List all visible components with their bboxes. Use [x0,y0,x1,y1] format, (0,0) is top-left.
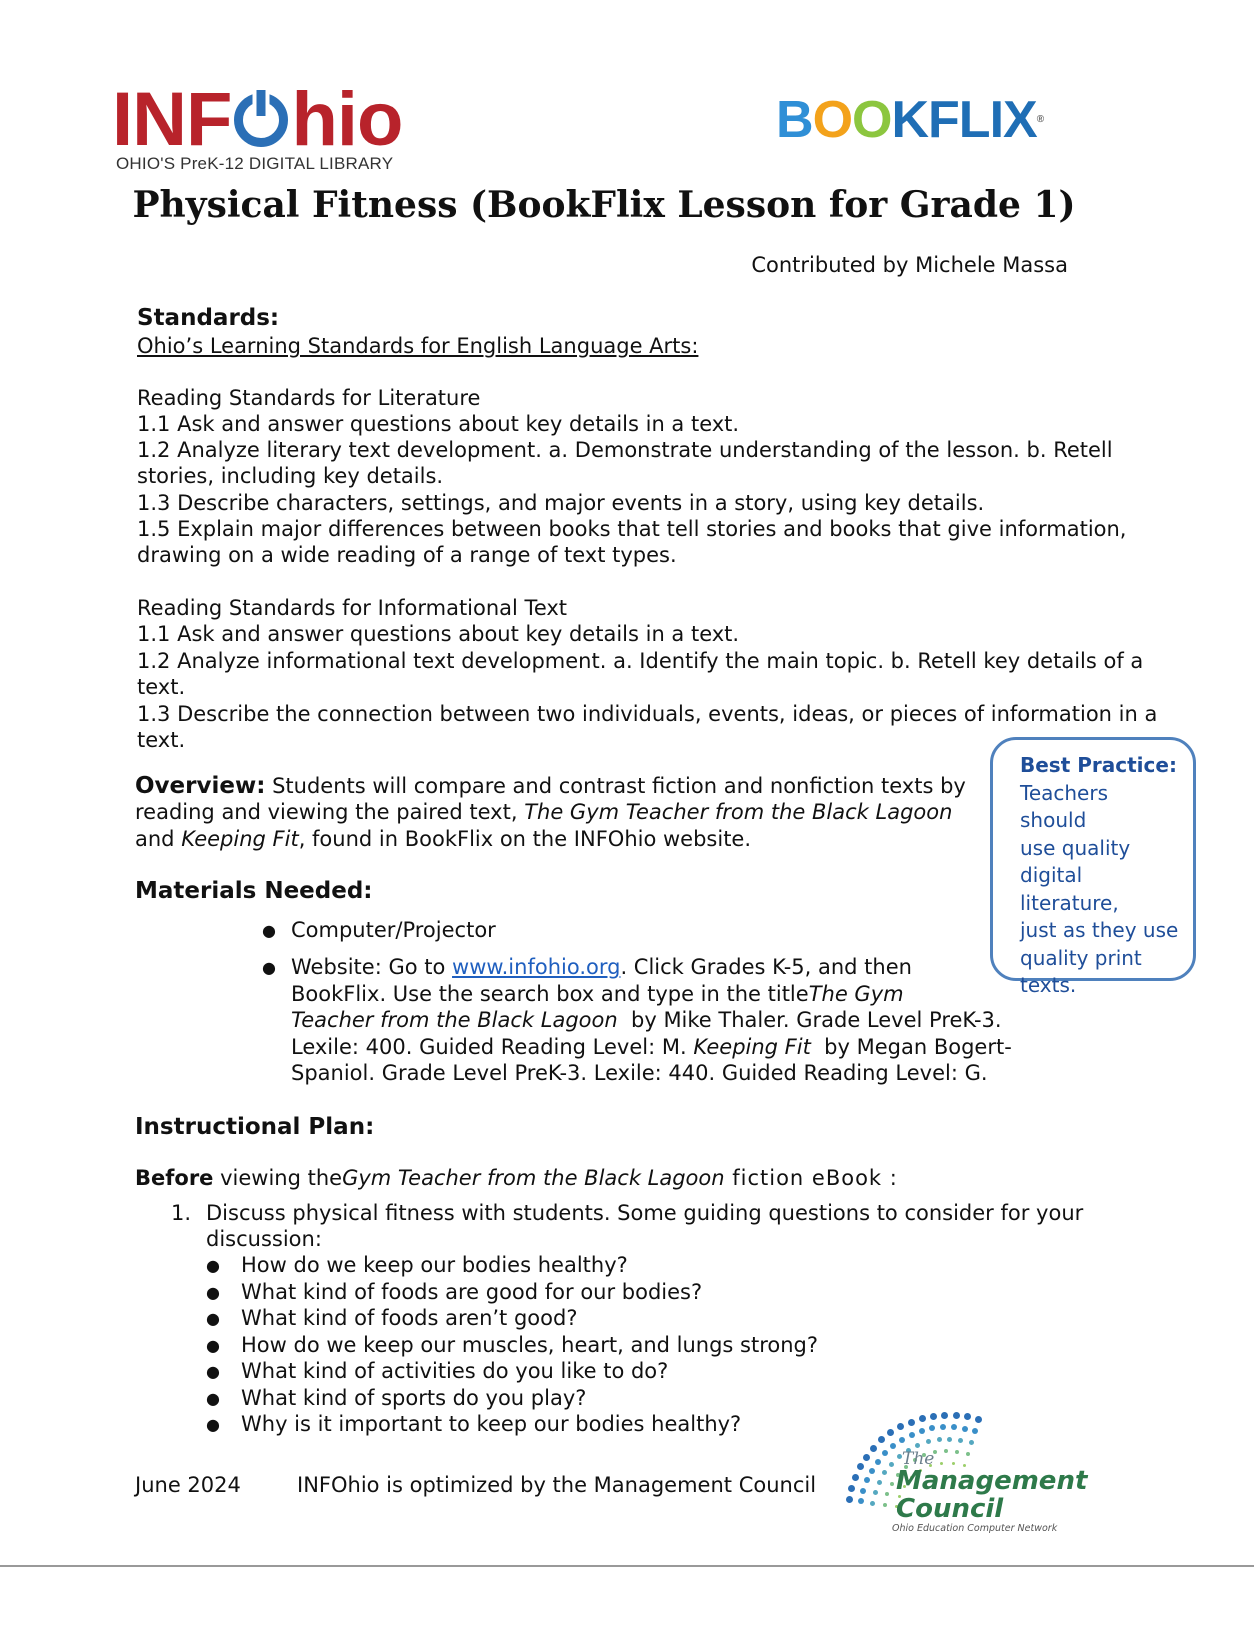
logo-dot [929,1425,935,1431]
logo-dot [848,1485,855,1492]
infohio-logo [112,77,412,173]
mc-name [896,1467,1087,1523]
bookflix-letter: O [812,91,853,149]
logo-dot [846,1496,853,1503]
bookflix-letter: O [852,91,892,149]
mc-name-line: Council [896,1494,1004,1524]
bullet-icon: ● [206,1362,220,1381]
logo-dot [966,1452,970,1456]
logo-dot [883,1503,887,1507]
bullet-icon: ● [206,1309,220,1328]
bullet-icon: ● [206,1389,220,1408]
contributor: Contributed by Michele Massa [751,253,1068,277]
step-text: discussion: [206,1227,322,1251]
question-item: What kind of foods aren’t good? [241,1306,578,1330]
book-title: Gym Teacher from the Black Lagoon [342,1166,725,1190]
standard-line: 1.5 Explain major differences between books that tell stories and books that give information, [137,517,1127,541]
step-text: Discuss physical fitness with students. Some guiding questions to consider for your [206,1201,1084,1225]
infohio-logo-right: hio [291,77,403,162]
logo-dot [952,1462,955,1465]
bullet-icon: ● [206,1283,220,1302]
informational-title: Reading Standards for Informational Text [137,596,568,620]
logo-dot [870,1445,877,1452]
overview-line [135,772,966,800]
logo-dot [869,1468,875,1474]
standard-line: 1.2 Analyze literary text development. a. Demonstrate understanding of the lesson. b. Retell [137,438,1113,462]
standard-line: text. [137,675,186,699]
logo-dot [962,1426,968,1432]
logo-dot [909,1432,915,1438]
literature-title: Reading Standards for Literature [137,386,481,410]
overview-text: Students will compare and contrast fiction and nonfiction texts by [265,774,966,798]
book-title: Keeping Fit [181,827,299,851]
bullet-icon: ● [262,921,276,940]
overview-line [135,799,952,826]
logo-dot [947,1437,952,1442]
book-title: The Gym Teacher from the Black Lagoon [524,800,953,824]
overview-text: reading and viewing the paired text, [135,800,525,824]
logo-dot [882,1450,888,1456]
bullet-icon: ● [206,1336,220,1355]
logo-dot [899,1437,905,1443]
footer-date: June 2024 [135,1473,241,1497]
best-practice-callout [990,737,1196,997]
overview-text: , found in BookFlix on the INFOhio website. [298,827,752,851]
materials-line [291,981,904,1008]
materials-text: . Click Grades K-5, and then [620,955,912,979]
bookflix-logo [776,92,1043,148]
logo-dot [919,1428,925,1434]
logo-dot [926,1439,931,1444]
materials-heading: Materials Needed: [135,878,373,904]
infohio-link[interactable]: www.infohio.org [452,955,621,979]
logo-dot [958,1438,963,1443]
logo-dot [852,1474,859,1481]
logo-dot [864,1477,870,1483]
logo-dot [889,1462,894,1467]
logo-dot [941,1412,948,1419]
logo-dot [875,1459,881,1465]
bookflix-letter: I [989,91,1004,149]
logo-dot [930,1413,937,1420]
materials-text: Website: Go to [291,955,453,979]
logo-dot [975,1416,982,1423]
logo-dot [897,1423,904,1430]
materials-text: by Megan Bogert- [810,1035,1012,1059]
before-line [135,1165,898,1192]
overview-text: and [135,827,182,851]
question-item: How do we keep our bodies healthy? [241,1253,628,1277]
book-title: The Gym [808,982,904,1006]
materials-line [291,1034,1012,1061]
callout-line: digital literature, [1020,863,1119,915]
logo-dot [969,1440,974,1445]
management-council-logo [838,1405,1088,1545]
logo-dot [940,1424,946,1430]
logo-dot [873,1490,878,1495]
materials-text: by Mike Thaler. Grade Level PreK-3. [617,1008,1002,1032]
book-title: Teacher from the Black Lagoon [291,1008,618,1032]
standard-line: 1.1 Ask and answer questions about key details in a text. [137,622,740,646]
logo-dot [858,1498,864,1504]
logo-dot [890,1443,896,1449]
logo-dot [944,1449,948,1453]
logo-dot [890,1482,894,1486]
logo-dot [857,1463,864,1470]
bookflix-letter: K [891,91,929,149]
logo-dot [919,1415,926,1422]
logo-dot [870,1501,875,1506]
page-title: Physical Fitness (BookFlix Lesson for Grade 1) [132,184,1076,226]
mc-name-line: Management [896,1466,1088,1496]
bookflix-letter: F [928,91,959,149]
standards-heading: Standards: [137,305,280,331]
materials-line: Spaniol. Grade Level PreK-3. Lexile: 440. Guided Reading Level: G. [291,1061,988,1085]
materials-item: Computer/Projector [291,918,496,942]
callout-title: Best Practice: [1020,753,1177,777]
logo-dot [953,1412,960,1419]
question-item: What kind of foods are good for our bodies? [241,1280,703,1304]
registered-mark: ® [1036,114,1044,125]
standard-line: 1.3 Describe the connection between two individuals, events, ideas, or pieces of information in a [137,702,1158,726]
overview-line [135,826,751,853]
standard-line: stories, including key details. [137,464,444,488]
logo-dot [955,1450,959,1454]
logo-dot [863,1454,870,1461]
mc-sub: Ohio Education Computer Network [892,1523,1058,1534]
question-item: What kind of sports do you play? [241,1386,587,1410]
logo-dot [937,1437,942,1442]
step-number: 1. [171,1201,192,1225]
materials-line [291,1007,1002,1034]
logo-dot [860,1488,866,1494]
standard-line: 1.1 Ask and answer questions about key details in a text. [137,412,740,436]
infohio-tagline: OHIO'S PreK-12 DIGITAL LIBRARY [116,154,394,173]
logo-dot [882,1470,887,1475]
bullet-icon: ● [206,1256,220,1275]
bookflix-letter: B [776,91,813,149]
logo-dot [877,1480,882,1485]
materials-text: BookFlix. Use the search box and type in the title [291,982,809,1006]
standards-subheading: Ohio’s Learning Standards for English Language Arts: [137,334,699,358]
logo-dot [885,1492,889,1496]
bullet-icon: ● [206,1415,220,1434]
standard-line: 1.2 Analyze informational text development. a. Identify the main topic. b. Retell key details of a [137,649,1144,673]
materials-text: Lexile: 400. Guided Reading Level: M. [291,1035,694,1059]
infohio-logo-left: INF [112,77,232,162]
power-icon [234,93,288,147]
mc-the: The [902,1449,935,1469]
logo-dot [915,1443,920,1448]
before-text: viewing the [213,1166,343,1190]
question-item: What kind of activities do you like to do? [241,1359,669,1383]
materials-line [291,954,912,981]
before-label: Before [135,1166,214,1190]
standard-line: text. [137,728,186,752]
bottom-rule [0,1565,1254,1567]
callout-line: use quality [1020,835,1131,860]
bullet-icon: ● [262,958,276,977]
question-item: Why is it important to keep our bodies healthy? [241,1412,742,1436]
bookflix-letter: L [958,91,990,149]
standard-line: 1.3 Describe characters, settings, and major events in a story, using key details. [137,491,985,515]
plan-heading: Instructional Plan: [135,1114,375,1140]
standard-line: drawing on a wide reading of a range of text types. [137,543,677,567]
footer-note: INFOhio is optimized by the Management Council [297,1473,817,1497]
bookflix-letter: X [1003,91,1037,149]
question-item: How do we keep our muscles, heart, and lungs strong? [241,1333,819,1357]
before-text: fiction eBook : [724,1166,898,1190]
callout-line: Teachers should [1020,780,1108,832]
logo-dot [964,1413,971,1420]
book-title: Keeping Fit [693,1035,811,1059]
callout-line: texts. [1020,973,1077,997]
logo-dot [972,1428,978,1434]
logo-dot [878,1436,885,1443]
callout-line: quality print [1020,945,1142,970]
overview-label: Overview: [135,773,266,799]
logo-dot [887,1429,894,1436]
logo-dot [940,1462,943,1465]
logo-dot [908,1419,915,1426]
logo-dot [951,1424,957,1430]
callout-line: just as they use [1020,918,1179,942]
